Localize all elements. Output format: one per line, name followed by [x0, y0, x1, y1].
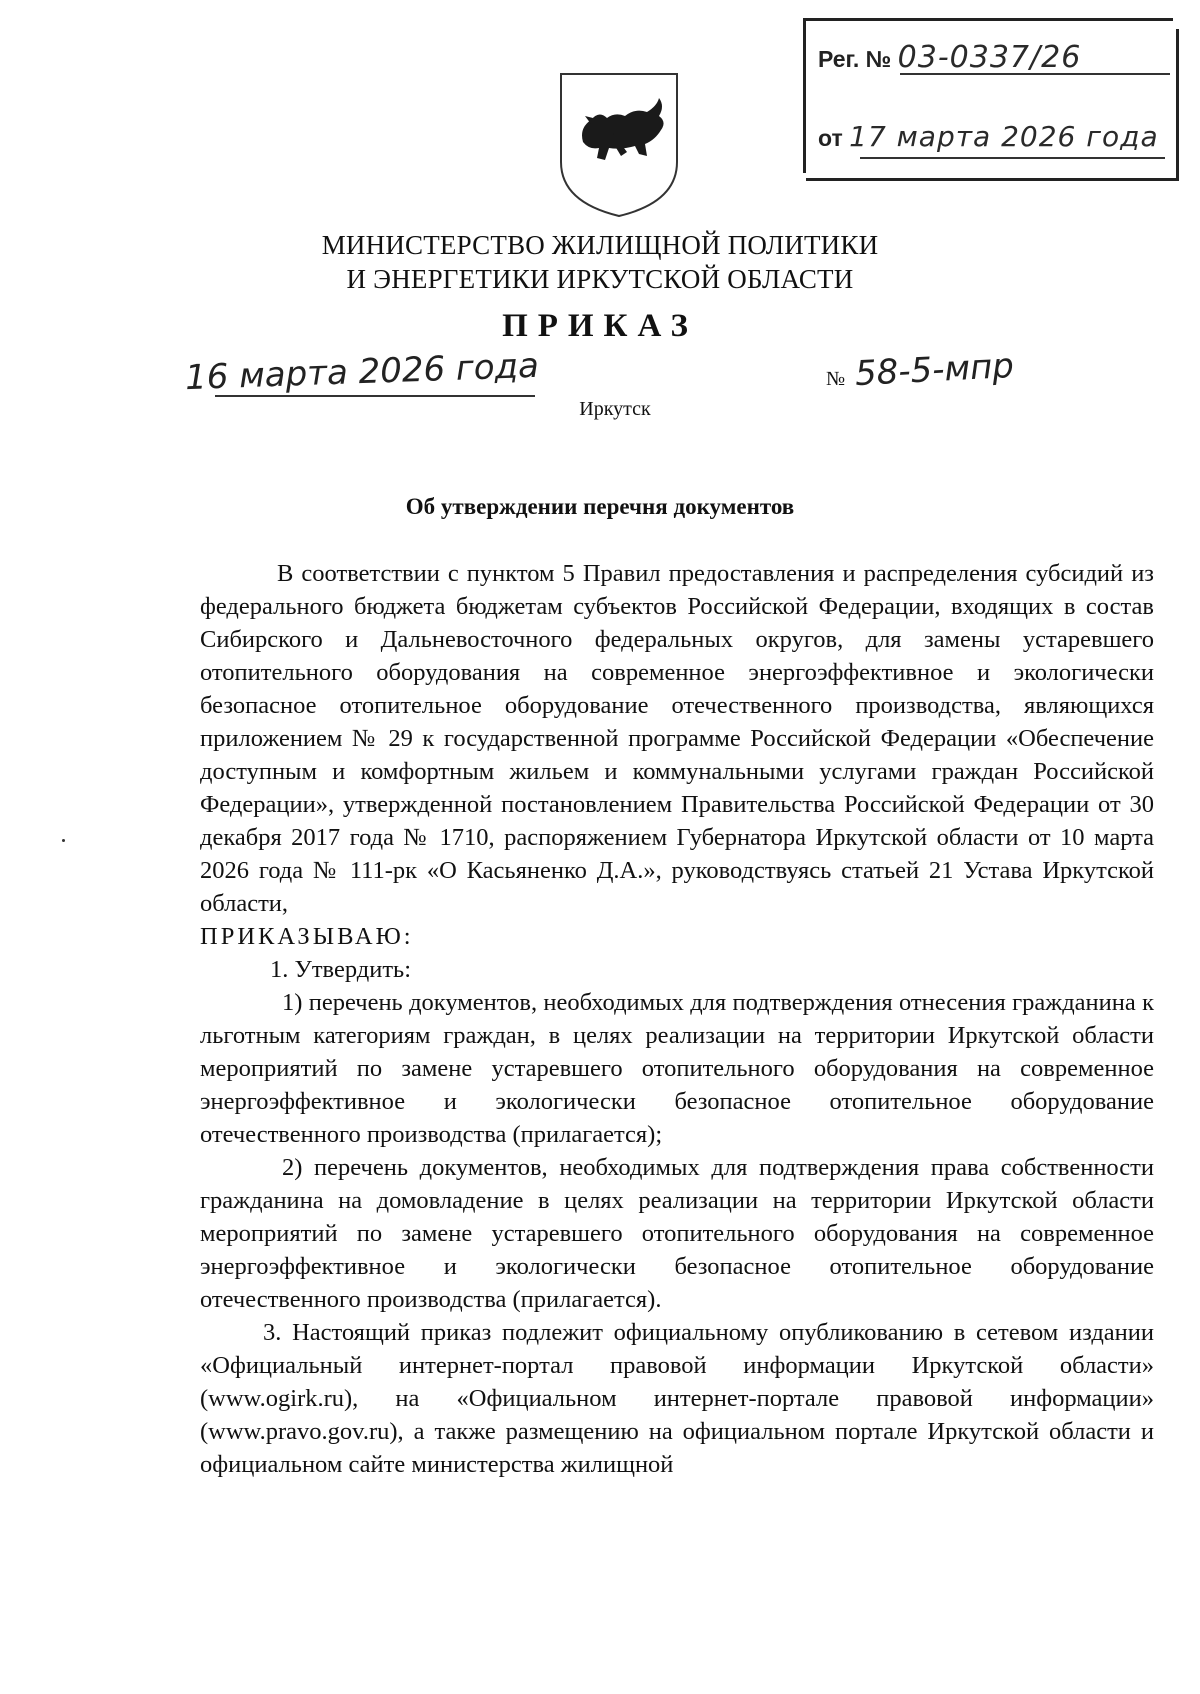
subitem-2: 2) перечень документов, необходимых для подтверждения права собственности гражданина на домовладение в целях реализации на территории Иркутской области мероприятий по замене устаревшего отопительного оборудования на современное энергоэффективное и экологически безопасное отопительное оборудование отечественного производства (прилагается). [200, 1154, 1154, 1313]
document-type-title: ПРИКАЗ [502, 308, 698, 344]
reg-number: 03-0337/26 [897, 40, 1082, 75]
scan-speck [62, 839, 65, 842]
document-subject: Об утверждении перечня документов [405, 494, 795, 519]
document-body [200, 557, 1154, 1481]
reg-label: Рег. № [818, 46, 892, 72]
reg-date-row [818, 120, 1159, 153]
order-directive: ПРИКАЗЫВАЮ: [200, 923, 414, 950]
reg-date-underline [860, 157, 1165, 159]
item-3-paragraph: 3. Настоящий приказ подлежит официальному опубликованию в сетевом издании «Официальный интернет-портал правовой информации Иркутской области» (www.ogirk.ru), на «Официальном интернет-портале правовой информации» (www.pravo.gov.ru), а также размещению на официальном портале Иркутской области и официальном сайте министерства жилищной [200, 1319, 1154, 1478]
reg-number-row [818, 40, 1081, 75]
ministry-line-1: МИНИСТЕРСТВО ЖИЛИЩНОЙ ПОЛИТИКИ [321, 230, 879, 260]
subitem-1: 1) перечень документов, необходимых для подтверждения отнесения гражданина к льготным категориям граждан, в целях реализации на территории Иркутской области мероприятий по замене устаревшего отопительного оборудования на современное энергоэффективное и экологически безопасное отопительное оборудование отечественного производства (прилагается); [200, 989, 1154, 1148]
order-number-label: № [826, 368, 846, 390]
ministry-line-2: И ЭНЕРГЕТИКИ ИРКУТСКОЙ ОБЛАСТИ [346, 264, 854, 294]
ministry-name [0, 228, 1200, 296]
handwritten-order-date: 16 марта 2026 года [184, 345, 540, 399]
reg-number-underline [900, 73, 1170, 75]
reg-date-label: от [818, 125, 843, 151]
handwritten-order-number: 58-5-мпр [854, 345, 1015, 395]
coat-of-arms-icon [555, 70, 683, 218]
reg-date: 17 марта 2026 года [849, 120, 1159, 153]
city-name: Иркутск [579, 398, 651, 420]
order-date-underline [215, 395, 535, 397]
item-1-heading: 1. Утвердить: [270, 956, 412, 983]
preamble-paragraph: В соответствии с пунктом 5 Правил предоставления и распределения субсидий из федерального бюджета бюджетам субъектов Российской Федерации, входящих в состав Сибирского и Дальневосточного федеральных округов, для замены устаревшего отопительного оборудования на современное энергоэффективное и экологически безопасное отопительное оборудование отечественного производства, являющихся приложением № 29 к государственной программе Российской Федерации «Обеспечение доступным и комфортным жильем и коммунальными услугами граждан Российской Федерации», утвержденной постановлением Правительства Российской Федерации от 30 декабря 2017 года № 1710, распоряжением Губернатора Иркутской области от 10 марта 2026 года № 111-рк «О Касьяненко Д.А.», руководствуясь статьей 21 Устава Иркутской области, [200, 560, 1154, 917]
